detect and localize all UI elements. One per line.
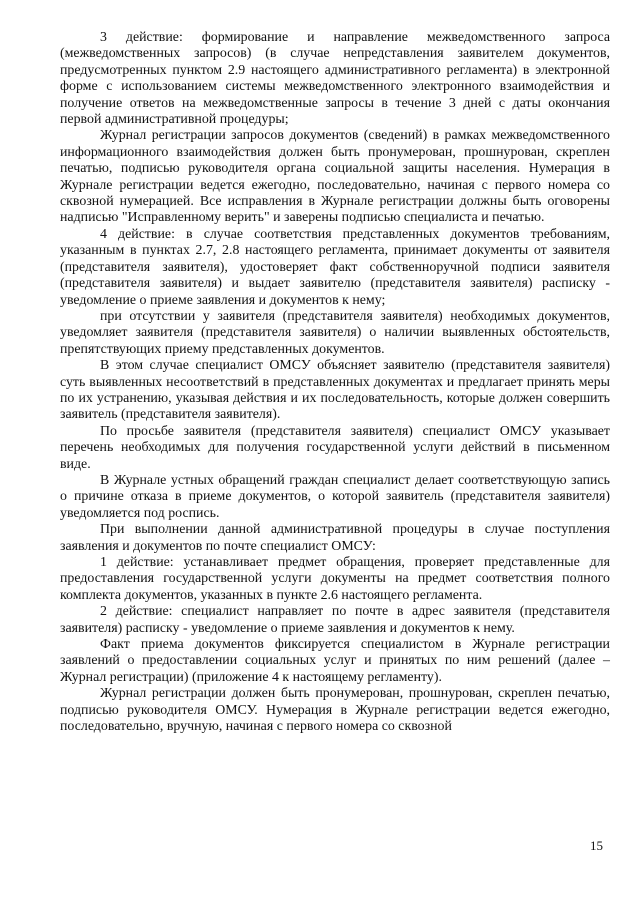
page-number: 15 bbox=[590, 838, 603, 853]
paragraph-written-list: По просьбе заявителя (представителя заявителя) специалист ОМСУ указывает перечень необходимых для получения государственной услуги действий в письменном виде. bbox=[60, 423, 610, 472]
paragraph-missing-documents: при отсутствии у заявителя (представителя заявителя) необходимых документов, уведомляет заявителя (представителя заявителя) о наличии выявленных обстоятельств, препятствующих приему представленных документов. bbox=[60, 308, 610, 357]
paragraph-action-4: 4 действие: в случае соответствия представленных документов требованиям, указанным в пунктах 2.7, 2.8 настоящего регламента, принимает документы от заявителя (представителя заявителя), удостоверяет факт собственноручной подписи заявителя (представителя заявителя) и выдает заявителю (представителя заявителя) расписку - уведомление о приеме заявления и документов к нему; bbox=[60, 226, 610, 308]
paragraph-oral-journal: В Журнале устных обращений граждан специалист делает соответствующую запись о причине отказа в приеме документов, о которой заявитель (представителя заявителя) уведомляется под роспись. bbox=[60, 472, 610, 521]
paragraph-postal-action-2: 2 действие: специалист направляет по почте в адрес заявителя (представителя заявителя) расписку - уведомление о приеме заявления и документов к нему. bbox=[60, 604, 610, 636]
document-page bbox=[60, 30, 610, 735]
paragraph-postal-action-1: 1 действие: устанавливает предмет обращения, проверяет представленные для предоставления государственной услуги документы на предмет соответствия полного комплекта документов, указанных в пункте 2.6 настоящего регламента. bbox=[60, 555, 610, 603]
paragraph-journal-requests: Журнал регистрации запросов документов (сведений) в рамках межведомственного информационного взаимодействия должен быть пронумерован, прошнурован, скреплен печатью, подписью руководителя органа социальной защиты населения. Нумерация в Журнале регистрации ведется ежегодно, последовательно, начиная с первого номера со сквозной нумерацией. Все исправления в Журнале регистрации должны быть оговорены надписью "Исправленному верить" и заверены подписью специалиста и печатью. bbox=[60, 128, 610, 226]
paragraph-postal-intro: При выполнении данной административной процедуры в случае поступления заявления и документов по почте специалист ОМСУ: bbox=[60, 522, 610, 554]
paragraph-journal-numbering: Журнал регистрации должен быть пронумерован, прошнурован, скреплен печатью, подписью руководителя ОМСУ. Нумерация в Журнале регистрации ведется ежегодно, последовательно, вручную, начиная с первого номера со сквозной bbox=[60, 686, 610, 735]
paragraph-action-3: 3 действие: формирование и направление межведомственного запроса (межведомственных запросов) (в случае непредставления заявителем документов, предусмотренных пунктом 2.9 настоящего административного регламента) в электронной форме с использованием системы межведомственного электронного взаимодействия и получение ответов на межведомственные запросы в течение 3 дней с даты окончания первой административной процедуры; bbox=[60, 30, 610, 128]
paragraph-explanation: В этом случае специалист ОМСУ объясняет заявителю (представителя заявителя) суть выявленных несоответствий в представленных документах и предлагает принять меры по их устранению, указывая действия и их последовательность, которые должен совершить заявитель (представителя заявителя). bbox=[60, 358, 610, 423]
paragraph-registration-fact: Факт приема документов фиксируется специалистом в Журнале регистрации заявлений о предоставлении социальных услуг и принятых по ним решений (далее – Журнал регистрации) (приложение 4 к настоящему регламенту). bbox=[60, 637, 610, 685]
